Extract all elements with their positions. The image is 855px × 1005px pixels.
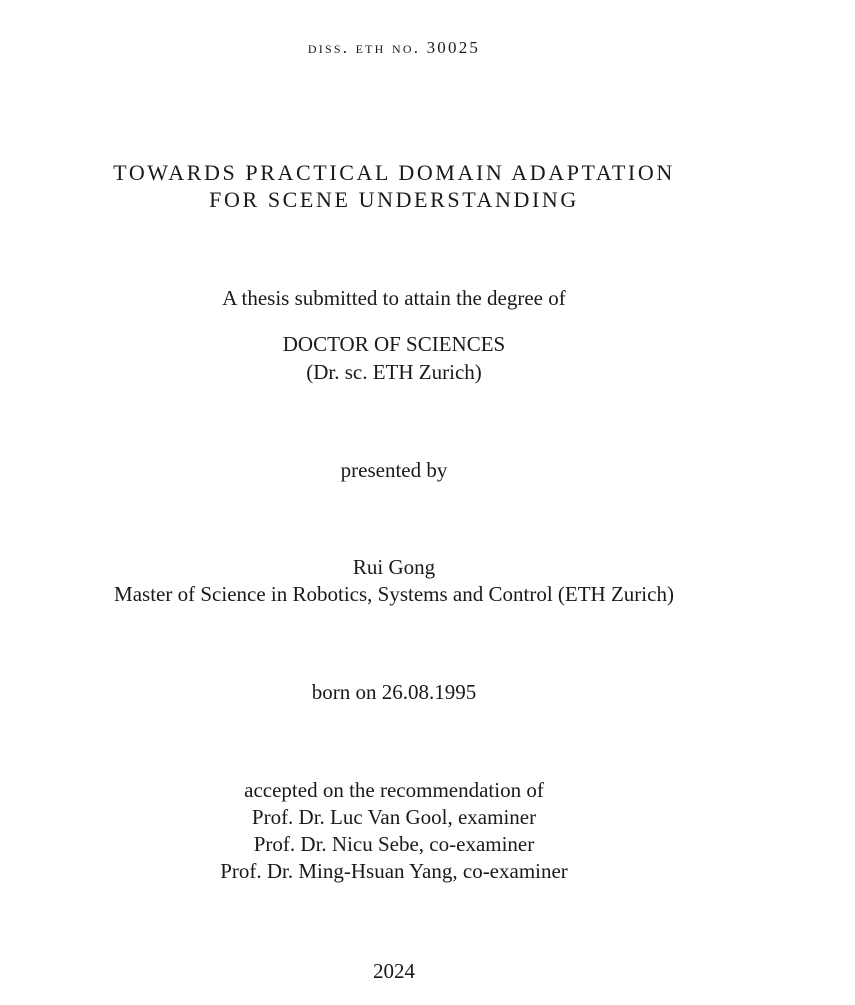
author-birth-date: born on 26.08.1995 [311, 680, 477, 704]
dissertation-number: diss. eth no. 30025 [307, 38, 481, 57]
co-examiner: Prof. Dr. Ming-Hsuan Yang, co-examiner [220, 859, 568, 883]
degree-abbreviation: (Dr. sc. ETH Zurich) [306, 360, 482, 384]
co-examiner: Prof. Dr. Nicu Sebe, co-examiner [253, 832, 535, 856]
year: 2024 [373, 959, 415, 983]
examiners-intro: accepted on the recommendation of [244, 778, 544, 802]
presented-by: presented by [340, 458, 448, 482]
thesis-title-line-1: TOWARDS PRACTICAL DOMAIN ADAPTATION [113, 160, 675, 185]
author-previous-degree: Master of Science in Robotics, Systems and Control (ETH Zurich) [114, 582, 674, 606]
examiner: Prof. Dr. Luc Van Gool, examiner [251, 805, 537, 829]
degree-name: DOCTOR OF SCIENCES [282, 332, 506, 356]
degree-intro: A thesis submitted to attain the degree of [222, 286, 566, 310]
author-name: Rui Gong [352, 555, 436, 579]
thesis-title-line-2: FOR SCENE UNDERSTANDING [209, 187, 579, 212]
